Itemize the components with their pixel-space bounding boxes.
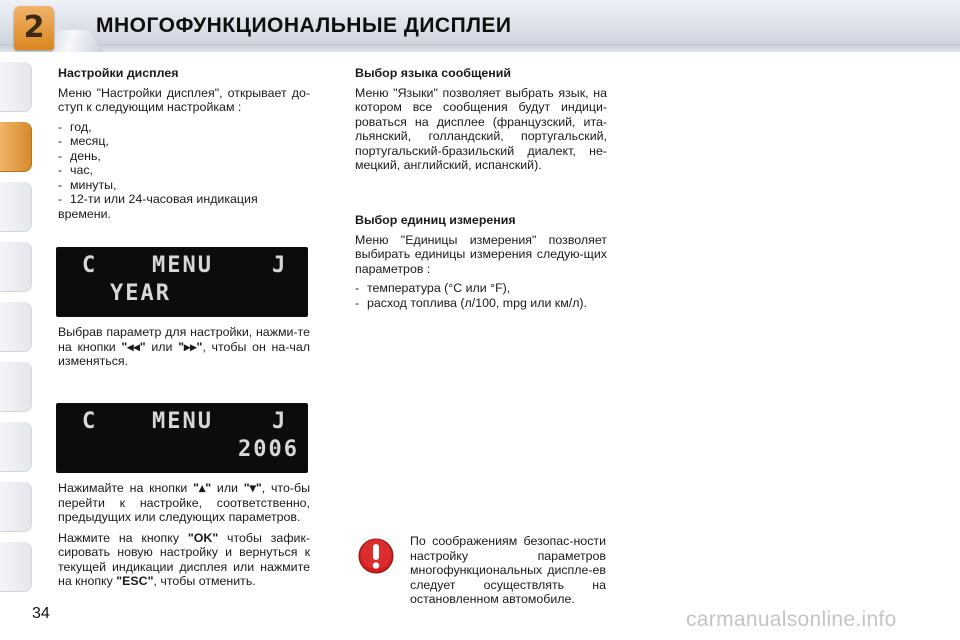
lcd-right-bracket: J: [272, 409, 288, 434]
forward-button-label: "▸▸": [178, 339, 203, 354]
side-tab-6[interactable]: [0, 362, 32, 412]
esc-button-label: "ESC": [116, 574, 154, 588]
header-stripe: [0, 44, 960, 52]
side-tab-3[interactable]: [0, 182, 32, 232]
list-item: - температура (°C или °F),: [355, 281, 607, 296]
exclamation-icon: [358, 538, 394, 574]
lcd-display-2006: [56, 403, 308, 473]
select-parameter-text: [58, 325, 310, 369]
chapter-number: 2: [23, 10, 45, 45]
text-span: или: [145, 339, 179, 354]
page-number: 34: [32, 605, 50, 622]
side-tab-8[interactable]: [0, 482, 32, 532]
lcd-left-bracket: C: [82, 253, 98, 278]
side-tab-9[interactable]: [0, 542, 32, 592]
text-span: или: [211, 481, 244, 495]
list-item: - 12-ти или 24-часовая индикация времени.: [58, 192, 310, 221]
side-tab-7[interactable]: [0, 422, 32, 472]
display-settings-heading: Настройки дисплея: [58, 66, 179, 80]
lcd-value: YEAR: [110, 281, 171, 306]
lcd-left-bracket: C: [82, 409, 98, 434]
list-item: - месяц,: [58, 134, 310, 149]
display-settings-intro: Меню "Настройки дисплея", открывает до-ступ к следующим настройкам :: [58, 85, 310, 114]
chapter-tab-strip: [0, 52, 34, 592]
list-item: - день,: [58, 149, 310, 164]
text-span: Нажимайте на кнопки: [58, 481, 194, 495]
ok-esc-text: [58, 531, 310, 589]
down-button-label: "▾": [243, 481, 262, 495]
text-span: Выбрав параметр для настройки, нажми-те на кнопки: [58, 325, 310, 354]
lcd-display-year: [56, 247, 308, 317]
units-section: [355, 213, 607, 310]
list-item: - год,: [58, 120, 310, 135]
text-span: , чтобы он на-чал изменяться.: [58, 339, 310, 368]
select-parameter-paragraph: [58, 325, 310, 369]
text-span: Нажмите на кнопку: [58, 530, 188, 545]
lcd-menu-label: MENU: [152, 409, 213, 434]
side-tab-4[interactable]: [0, 242, 32, 292]
display-settings-section: [58, 66, 310, 221]
ok-button-label: "OK": [187, 530, 219, 545]
list-item: - час,: [58, 163, 310, 178]
lcd-right-bracket: J: [272, 253, 288, 278]
rewind-button-label: "◂◂": [121, 339, 146, 354]
text-span: , что-бы перейти к настройке, соответственно, предыдущих или следующих параметров.: [58, 481, 310, 524]
press-buttons-text: [58, 481, 310, 525]
lcd-value: 2006: [238, 437, 299, 462]
language-section: [355, 66, 607, 173]
text-span: чтобы зафик-сировать новую настройку и вернуться к текущей индикации дисплея или нажмите на кнопку: [58, 530, 310, 588]
side-tab-5[interactable]: [0, 302, 32, 352]
list-item: - минуты,: [58, 178, 310, 193]
display-settings-list: [58, 120, 310, 222]
language-heading: Выбор языка сообщений: [355, 66, 512, 80]
watermark: carmanualsonline.info: [686, 608, 897, 631]
press-buttons-paragraph: [58, 481, 310, 589]
list-item: - расход топлива (л/100, mpg или км/л).: [355, 296, 607, 311]
units-list: [355, 281, 607, 310]
warning-text: По соображениям безопас-ности настройку параметров многофункциональных диспле-ев следует осуществлять на остановленном автомобиле.: [410, 534, 606, 606]
up-button-label: "▴": [193, 481, 212, 495]
language-text: Меню "Языки" позволяет выбрать язык, на котором все сообщения будут индици-роваться на дисплее (французский, ита-льянский, голландский, португальский, португальский-бразильский диалект, не-мецкий, английский, испанский).: [355, 85, 607, 172]
text-span: , чтобы отменить.: [153, 574, 256, 588]
warning-note: [410, 534, 606, 607]
lcd-menu-label: MENU: [152, 253, 213, 278]
units-text: Меню "Единицы измерения" позволяет выбирать единицы измерения следую-щих параметров :: [355, 232, 607, 276]
units-heading: Выбор единиц измерения: [355, 213, 516, 227]
side-tab-2-active[interactable]: [0, 122, 32, 172]
page-title: МНОГОФУНКЦИОНАЛЬНЫЕ ДИСПЛЕИ: [96, 14, 512, 37]
side-tab-1[interactable]: [0, 62, 32, 112]
